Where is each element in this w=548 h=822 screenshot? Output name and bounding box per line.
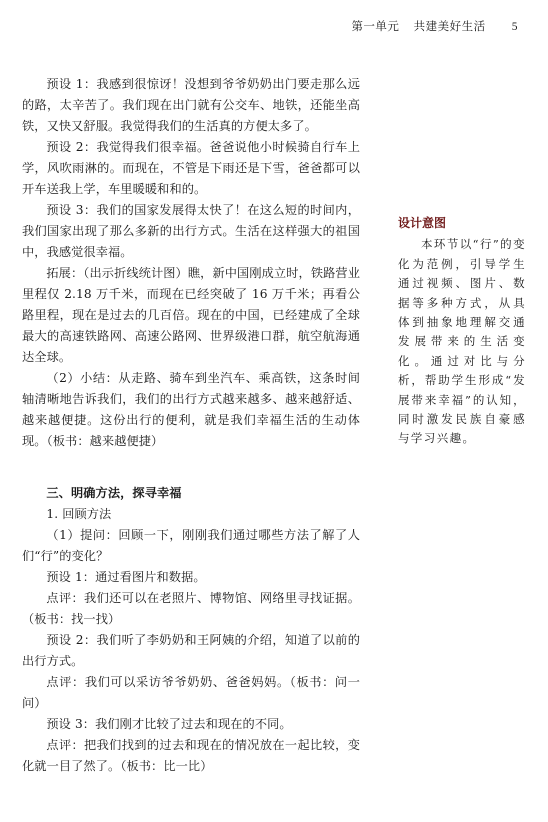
paragraph-comment-3: 点评：把我们找到的过去和现在的情况放在一起比较，变化就一目了然了。（板书：比一比） [22, 738, 360, 773]
spacer [22, 452, 360, 473]
section-heading: 三、明确方法，探寻幸福 [46, 486, 182, 500]
paragraph-answer-2: 预设 2：我们听了李奶奶和王阿姨的介绍，知道了以前的出行方式。 [22, 633, 360, 668]
design-intent-sidebar [398, 214, 526, 449]
spacer [22, 473, 360, 483]
sidebar-body: 本环节以“行”的变化为范例，引导学生通过视频、图片、数据等多种方式，从具体到抽象地理解交通发展带来的生活变化。通过对比与分析，帮助学生形成“发展带来幸福”的认知，同时激发民族自豪感与学习兴趣。 [398, 237, 526, 446]
paragraph-comment-2: 点评：我们可以采访爷爷奶奶、爸爸妈妈。（板书：问一问） [22, 675, 360, 710]
header-title: 共建美好生活 [413, 19, 486, 33]
paragraph-preset-1: 预设 1：我感到很惊讶！没想到爷爷奶奶出门要走那么远的路，太辛苦了。我们现在出门就有公交车、地铁，还能坐高铁，又快又舒服。我觉得我们的生活真的方便太多了。 [22, 77, 360, 133]
header-unit: 第一单元 [351, 19, 400, 33]
paragraph-comment-1: 点评：我们还可以在老照片、博物馆、网络里寻找证据。（板书：找一找） [22, 591, 360, 626]
paragraph-extension: 拓展：（出示折线统计图）瞧，新中国刚成立时，铁路营业里程仅 2.18 万千米，而现在已经突破了 16 万千米；再看公路里程，现在是过去的几百倍。现在的中国，已经建成了全球最大的高速铁路网、高速公路网、世界级港口群，航空航海通达全球。 [22, 266, 360, 364]
paragraph-preset-2: 预设 2：我觉得我们很幸福。爸爸说他小时候骑自行车上学，风吹雨淋的。而现在，不管是下雨还是下雪，爸爸都可以开车送我上学，车里暖暖和和的。 [22, 140, 360, 196]
paragraph-preset-3: 预设 3：我们的国家发展得太快了！在这么短的时间内，我们国家出现了那么多新的出行方式。生活在这样强大的祖国中，我感觉很幸福。 [22, 203, 360, 259]
page-number: 5 [511, 21, 518, 33]
paragraph-answer-3: 预设 3：我们刚才比较了过去和现在的不同。 [46, 717, 292, 731]
subsection-heading: 1. 回顾方法 [46, 507, 112, 521]
running-header [351, 18, 518, 34]
sidebar-title: 设计意图 [398, 216, 447, 230]
paragraph-summary: （2）小结：从走路、骑车到坐汽车、乘高铁，这条时间轴清晰地告诉我们，我们的出行方式越来越多、越来越舒适、越来越便捷。这份出行的便利，就是我们幸福生活的生动体现。（板书：越来越便捷） [22, 371, 360, 448]
paragraph-question: （1）提问：回顾一下，刚刚我们通过哪些方法了解了人们“行”的变化？ [22, 528, 360, 563]
main-text-column [22, 74, 360, 777]
paragraph-answer-1: 预设 1：通过看图片和数据。 [46, 570, 206, 584]
